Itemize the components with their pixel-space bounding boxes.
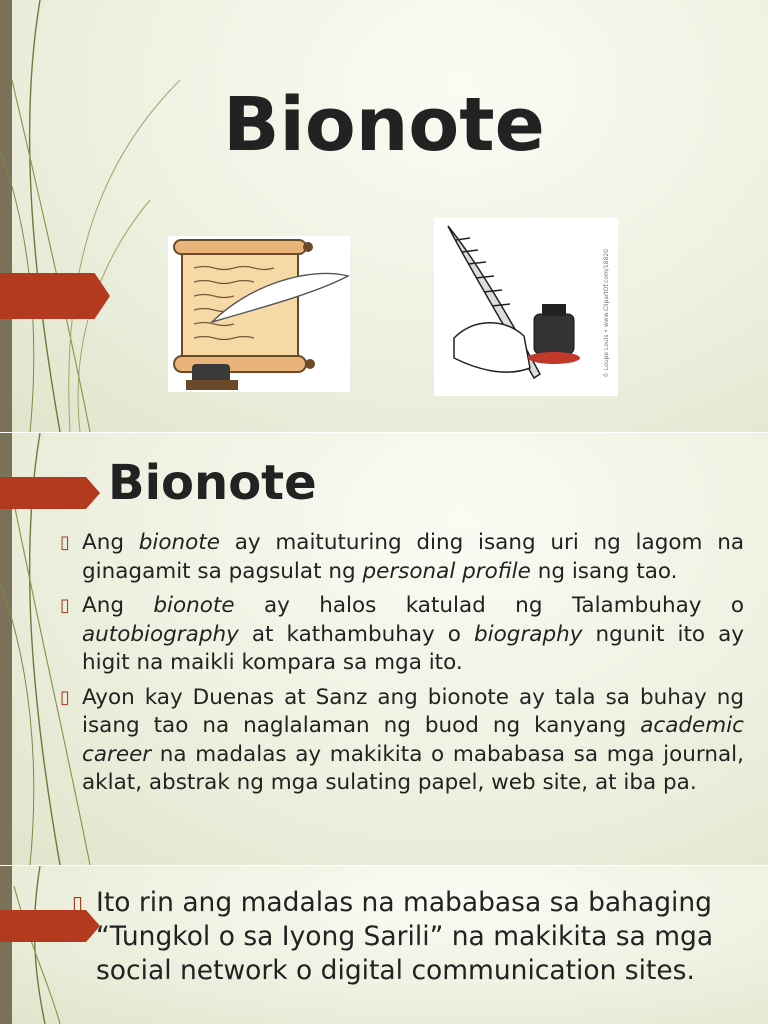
bullet-text: ay maituturing ding isang uri ng lagom na ginagamit sa pagsulat ng xyxy=(82,530,744,584)
image-watermark: © Loupe Louis • www.ClipartOf.com/18820 xyxy=(603,248,610,378)
slide-2 xyxy=(0,433,768,865)
accent-arrow xyxy=(0,273,110,319)
bullet-marker-icon: ▯ xyxy=(60,532,70,553)
bullet-text: Ang xyxy=(82,530,139,555)
slide-3 xyxy=(0,866,768,1024)
bullet-text: ng isang tao. xyxy=(530,558,678,584)
slide-title: Bionote xyxy=(108,455,317,511)
list-item xyxy=(60,684,744,798)
accent-arrow xyxy=(0,477,100,509)
slide-title: Bionote xyxy=(223,82,545,168)
bullet-marker-icon: ▯ xyxy=(60,595,70,616)
bullet-marker-icon: ▯ xyxy=(60,686,70,708)
bullet-text-italic: bionote xyxy=(138,530,220,555)
bullet-text: ay halos katulad ng Talambuhay o xyxy=(234,593,744,618)
scroll-quill-ink-icon xyxy=(168,236,350,392)
bullet-text: at kathambuhay o xyxy=(238,621,475,647)
bullet-list xyxy=(60,529,744,804)
bullet-text: na madalas ay makikita o mababasa sa mga journal, aklat, abstrak ng mga sulating papel, web site, at iba pa. xyxy=(82,741,744,795)
bullet-text-italic: bionote xyxy=(153,593,235,618)
bullet-text-italic: autobiography xyxy=(82,621,239,647)
bullet-text: ngunit ito ay higit na maikli kompara sa mga ito. xyxy=(82,621,744,675)
bullet-text: Ito rin ang madalas na mababasa sa bahaging “Tungkol o sa Iyong Sarili” na makikita sa mga social network o digital communication sites. xyxy=(96,887,714,986)
slide-1 xyxy=(0,0,768,432)
list-item xyxy=(72,886,722,988)
hand-writing-quill-icon xyxy=(434,218,618,396)
bullet-text: Ayon kay Duenas at Sanz ang bionote ay tala sa buhay ng isang tao na naglalaman ng buod ng kanyang xyxy=(82,684,744,738)
bullet-text-italic: biography xyxy=(474,621,583,647)
bullet-text-italic: academic career xyxy=(82,713,744,767)
bullet-marker-icon: ▯ xyxy=(72,891,84,915)
bullet-text-italic: personal profile xyxy=(362,558,531,584)
bullet-list xyxy=(72,886,722,988)
list-item xyxy=(60,529,744,586)
bullet-text: Ang xyxy=(82,593,154,618)
list-item xyxy=(60,592,744,678)
